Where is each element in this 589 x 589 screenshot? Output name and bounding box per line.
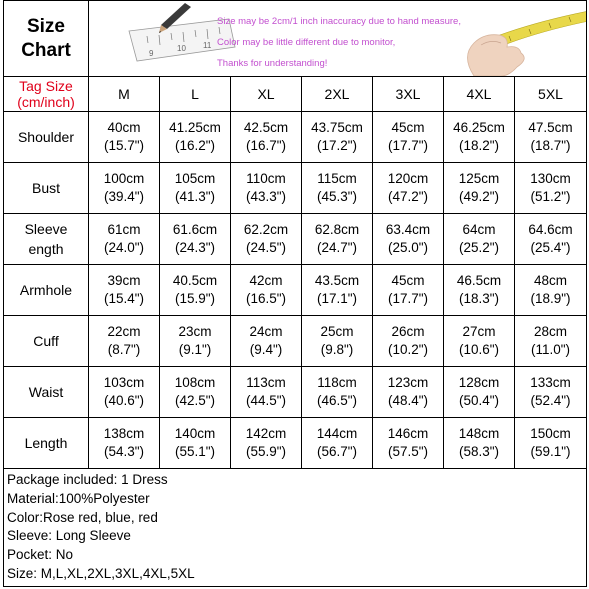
measurement-cell (160, 214, 231, 265)
size-header-m: M (89, 77, 160, 112)
inch-value: (55.1") (174, 444, 216, 459)
inch-value: (17.7") (387, 291, 429, 306)
inch-value: (58.3") (458, 444, 500, 459)
ruler-number-9: 9 (149, 49, 154, 58)
cm-value: 62.2cm (243, 222, 289, 237)
measurement-row (4, 418, 587, 469)
measurement-row (4, 214, 587, 265)
measurement-label-line-1: Bust (31, 180, 60, 196)
cm-value: 144cm (316, 426, 358, 441)
measurement-cell (302, 214, 373, 265)
cm-value: 120cm (387, 171, 429, 186)
measurement-row (4, 367, 587, 418)
measurement-row (4, 112, 587, 163)
note-pocket: Pocket: No (7, 547, 74, 563)
cm-value: 64.6cm (528, 222, 573, 237)
measurement-label-line-1: Waist (28, 384, 64, 400)
measurement-label-line-2: ength (28, 241, 64, 257)
measurement-cell (89, 112, 160, 163)
measurement-label (4, 163, 89, 214)
cm-value: 40cm (107, 120, 141, 135)
inch-value: (10.6") (458, 342, 500, 357)
cm-value: 23cm (178, 324, 212, 339)
cm-value: 130cm (530, 171, 571, 186)
inch-value: (40.6") (103, 393, 145, 408)
measurement-cell (302, 418, 373, 469)
note-package: Package included: 1 Dress (7, 472, 168, 487)
cm-value: 108cm (174, 375, 216, 390)
measurement-cell (231, 163, 302, 214)
inch-value: (18.7") (530, 138, 571, 153)
measurement-banner (89, 1, 587, 77)
size-header-2xl: 2XL (302, 77, 373, 112)
cm-value: 45cm (391, 273, 425, 288)
measurement-cell (231, 418, 302, 469)
measurement-row (4, 163, 587, 214)
cm-value: 146cm (387, 426, 429, 441)
measurement-cell (231, 367, 302, 418)
note-material: Material:100%Polyester (7, 490, 150, 506)
measurement-cell (89, 367, 160, 418)
measurement-cell (89, 163, 160, 214)
cm-value: 105cm (174, 171, 216, 186)
cm-value: 40.5cm (172, 273, 218, 288)
measurement-cell (373, 367, 444, 418)
product-notes (4, 469, 587, 587)
inch-value: (24.5") (245, 240, 287, 255)
cm-value: 61cm (107, 222, 141, 237)
inch-value: (44.5") (245, 393, 287, 408)
cm-value: 123cm (387, 375, 429, 390)
cm-value: 128cm (458, 375, 500, 390)
measurement-label (4, 367, 89, 418)
cm-value: 103cm (103, 375, 145, 390)
measurement-cell (302, 112, 373, 163)
measurement-cell (515, 367, 587, 418)
note-sizes: Size: M,L,XL,2XL,3XL,4XL,5XL (7, 565, 195, 581)
measurement-cell (373, 265, 444, 316)
cm-value: 148cm (458, 426, 500, 441)
measurement-cell (444, 367, 515, 418)
measurement-cell (160, 265, 231, 316)
measurement-label (4, 418, 89, 469)
inch-value: (10.2") (387, 342, 429, 357)
measurement-label (4, 214, 89, 265)
measurement-cell (373, 214, 444, 265)
measurement-label-line-1: Shoulder (17, 129, 75, 145)
measurement-cell (515, 163, 587, 214)
measurement-label-line-1: Armhole (19, 282, 73, 298)
size-header-4xl: 4XL (444, 77, 515, 112)
cm-value: 28cm (534, 324, 568, 339)
measurement-cell (444, 112, 515, 163)
cm-value: 113cm (246, 375, 286, 390)
measurement-label (4, 265, 89, 316)
cm-value: 41.25cm (169, 120, 221, 135)
inch-value: (17.2") (316, 138, 358, 153)
cm-value: 46.5cm (456, 273, 502, 288)
measurement-cell (160, 316, 231, 367)
measurement-cell (515, 316, 587, 367)
measurement-label (4, 316, 89, 367)
measurement-cell (444, 265, 515, 316)
inch-value: (18.2") (458, 138, 500, 153)
inch-value: (43.3") (245, 189, 287, 204)
measurement-cell (373, 418, 444, 469)
cm-value: 125cm (458, 171, 500, 186)
inch-value: (56.7") (316, 444, 358, 459)
size-header-l: L (160, 77, 231, 112)
inch-value: (16.2") (174, 138, 216, 153)
cm-value: 39cm (107, 273, 141, 288)
measurement-cell (302, 367, 373, 418)
cm-value: 61.6cm (172, 222, 218, 237)
inch-value: (55.9") (245, 444, 287, 459)
cm-value: 140cm (174, 426, 216, 441)
measurement-cell (515, 265, 587, 316)
inch-value: (59.1") (530, 444, 571, 459)
inch-value: (25.0") (387, 240, 429, 255)
cm-value: 48cm (534, 273, 568, 288)
ruler-number-10: 10 (177, 44, 186, 53)
banner-line-3: Thanks for understanding! (217, 58, 328, 69)
measurement-cell (89, 214, 160, 265)
cm-value: 24cm (249, 324, 283, 339)
measurement-cell (89, 265, 160, 316)
measurement-cell (444, 418, 515, 469)
inch-value: (45.3") (316, 189, 358, 204)
inch-value: (18.9") (530, 291, 571, 306)
measurement-label-line-1: Cuff (33, 333, 59, 349)
cm-value: 42.5cm (243, 120, 289, 135)
cm-value: 43.75cm (311, 120, 363, 135)
ruler-number-11: 11 (203, 41, 212, 50)
cm-value: 100cm (103, 171, 145, 186)
cm-value: 27cm (462, 324, 496, 339)
inch-value: (9.8") (320, 342, 354, 357)
cm-value: 118cm (317, 375, 357, 390)
cm-value: 115cm (317, 171, 357, 186)
measurement-row (4, 316, 587, 367)
inch-value: (11.0") (530, 342, 571, 357)
cm-value: 46.25cm (453, 120, 505, 135)
cm-value: 45cm (391, 120, 425, 135)
cm-value: 43.5cm (314, 273, 360, 288)
measurement-cell (160, 367, 231, 418)
measurement-cell (231, 265, 302, 316)
cm-value: 22cm (107, 324, 141, 339)
cm-value: 42cm (249, 273, 283, 288)
inch-value: (48.4") (387, 393, 429, 408)
size-header-3xl: 3XL (373, 77, 444, 112)
measurement-cell (302, 316, 373, 367)
measurement-label-line-1: Length (24, 435, 68, 451)
inch-value: (52.4") (530, 393, 571, 408)
size-header-xl: XL (231, 77, 302, 112)
banner-line-1: Size may be 2cm/1 inch inaccuracy due to hand measure, (217, 16, 461, 27)
inch-value: (41.3") (174, 189, 216, 204)
measurement-cell (89, 316, 160, 367)
size-header-5xl: 5XL (515, 77, 587, 112)
tag-size-label (4, 77, 89, 112)
inch-value: (16.5") (245, 291, 287, 306)
inch-value: (25.2") (458, 240, 500, 255)
inch-value: (42.5") (174, 393, 216, 408)
measurement-cell (444, 163, 515, 214)
measurement-cell (373, 112, 444, 163)
inch-value: (8.7") (107, 342, 141, 357)
note-sleeve: Sleeve: Long Sleeve (7, 528, 131, 544)
measurement-cell (515, 214, 587, 265)
measurement-label-line-1: Sleeve (24, 221, 68, 237)
measurement-cell (373, 163, 444, 214)
title-line-1: Size (26, 15, 66, 37)
inch-value: (15.4") (103, 291, 145, 306)
inch-value: (17.7") (387, 138, 429, 153)
measurement-cell (160, 418, 231, 469)
measurement-cell (373, 316, 444, 367)
inch-value: (47.2") (387, 189, 429, 204)
title-line-2: Chart (21, 39, 71, 61)
measurement-label (4, 112, 89, 163)
inch-value: (9.1") (178, 342, 212, 357)
measurement-cell (302, 163, 373, 214)
cm-value: 142cm (245, 426, 287, 441)
cm-value: 110cm (246, 171, 286, 186)
cm-value: 47.5cm (528, 120, 573, 135)
inch-value: (16.7") (245, 138, 287, 153)
inch-value: (57.5") (387, 444, 429, 459)
inch-value: (25.4") (530, 240, 571, 255)
measurement-cell (444, 214, 515, 265)
measurement-cell (89, 418, 160, 469)
size-chart-table (3, 0, 587, 587)
cm-value: 62.8cm (314, 222, 360, 237)
tag-size-label-line-1: Tag Size (19, 78, 73, 94)
inch-value: (49.2") (458, 189, 500, 204)
inch-value: (51.2") (530, 189, 571, 204)
measurement-row (4, 265, 587, 316)
measurement-cell (231, 316, 302, 367)
measurement-cell (231, 112, 302, 163)
inch-value: (24.0") (103, 240, 145, 255)
cm-value: 26cm (391, 324, 425, 339)
inch-value: (50.4") (458, 393, 500, 408)
inch-value: (24.7") (316, 240, 358, 255)
inch-value: (15.7") (103, 138, 145, 153)
inch-value: (9.4") (249, 342, 283, 357)
measurement-cell (302, 265, 373, 316)
inch-value: (18.3") (458, 291, 500, 306)
cm-value: 64cm (462, 222, 496, 237)
inch-value: (54.3") (103, 444, 145, 459)
size-chart-title (4, 1, 89, 77)
measurement-cell (515, 112, 587, 163)
size-header-row (4, 77, 587, 112)
measurement-cell (515, 418, 587, 469)
measurement-cell (160, 112, 231, 163)
measurement-cell (231, 214, 302, 265)
inch-value: (46.5") (316, 393, 358, 408)
note-color: Color:Rose red, blue, red (7, 509, 158, 525)
inch-value: (17.1") (316, 291, 358, 306)
cm-value: 150cm (530, 426, 571, 441)
cm-value: 133cm (530, 375, 571, 390)
cm-value: 63.4cm (385, 222, 431, 237)
measurement-cell (444, 316, 515, 367)
cm-value: 138cm (103, 426, 145, 441)
cm-value: 25cm (320, 324, 354, 339)
inch-value: (39.4") (103, 189, 145, 204)
tag-size-label-line-2: (cm/inch) (17, 94, 75, 110)
inch-value: (24.3") (174, 240, 216, 255)
inch-value: (15.9") (174, 291, 216, 306)
measurement-cell (160, 163, 231, 214)
banner-line-2: Color may be little different due to monitor, (217, 37, 396, 48)
